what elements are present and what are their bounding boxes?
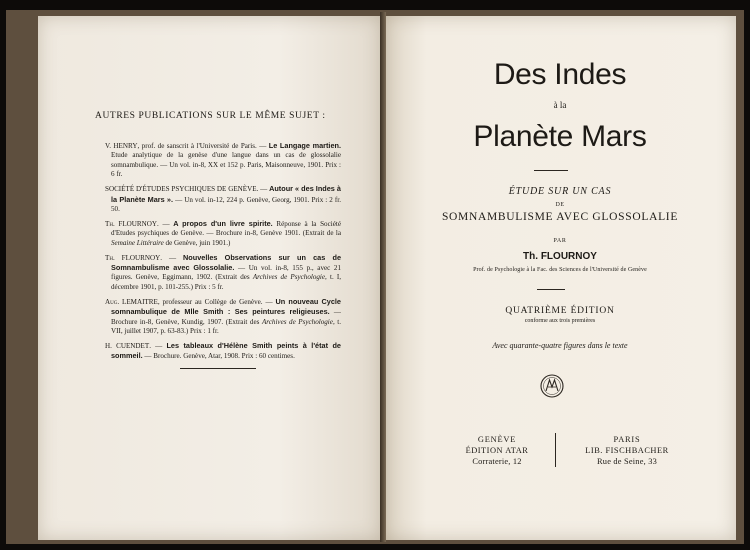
publication-author: Th. FLOURNOY — [105, 219, 158, 228]
imprint-geneva-city: GENÈVE — [477, 435, 517, 444]
publication-text: , professeur au Collège de Genève. — — [157, 297, 276, 306]
publisher-monogram-icon — [539, 373, 565, 399]
edition-note: conforme aux trois premières — [524, 318, 596, 324]
publication-journal: Semaine Littéraire — [111, 238, 164, 247]
closing-rule — [180, 368, 256, 369]
publication-title: Nouvelles Observations sur un cas de Somnambulisme avec Glossolalie. — [111, 252, 341, 272]
publication-title: Les tableaux d'Hélène Smith peints à l'état de sommeil. — [111, 340, 341, 361]
publication-entry — [105, 141, 341, 180]
publication-title: A propos d'un livre spirite. — [173, 218, 273, 228]
publication-text: . — — [149, 341, 167, 350]
publication-title: Le Langage martien. — [268, 141, 342, 150]
title-rule — [534, 170, 568, 171]
publication-entry — [105, 184, 341, 214]
publication-entry — [105, 341, 341, 362]
publication-text: , t. I, décembre 1901, p. 101-255.) Prix : 5 fr. — [111, 273, 342, 291]
imprint-geneva-publisher: ÉDITION ATAR — [465, 446, 529, 455]
publication-text: . — — [256, 185, 270, 194]
publication-text: . — — [157, 219, 174, 228]
title-line-1: Des Indes — [493, 58, 627, 91]
title-connector: à la — [553, 100, 567, 110]
publication-entry — [105, 253, 341, 293]
imprint-paris-city: PARIS — [613, 435, 641, 444]
imprint-geneva-address: Corraterie, 12 — [472, 457, 522, 466]
subtitle-line-2: SOMNAMBULISME AVEC GLOSSOLALIE — [441, 211, 679, 223]
publication-text: — Un vol. in-12, 224 p. Genève, Georg, 1901. Prix : 2 fr. 50. — [111, 195, 341, 213]
publication-author: Aug. LEMAITRE — [105, 297, 158, 306]
publication-text: — Un vol. in-8, 155 p., avec 21 figures. Genève, Eggimann, 1902. (Extrait des — [111, 263, 342, 282]
author-rule — [537, 289, 565, 290]
publication-title: Un nouveau Cycle somnambulique de Mlle Smith : Ses peintures religieuses. — [111, 296, 341, 317]
publication-title: Autour « des Indes à la Planète Mars ». — [111, 184, 341, 204]
publication-text: — Brochure in-8, Genève, Kundig, 1907. (Extrait des — [111, 308, 341, 326]
author-title: Prof. de Psychologie à la Fac. des Sciences de l'Université de Genève — [473, 267, 647, 273]
publications-list — [105, 141, 341, 366]
publication-author: H. CUENDET — [105, 341, 150, 350]
publication-journal: Archives de Psychologie — [261, 317, 333, 326]
imprint-paris-publisher: LIB. FISCHBACHER — [585, 446, 669, 455]
author-name: Th. FLOURNOY — [523, 251, 597, 262]
subtitle-de: DE — [555, 202, 565, 208]
title-line-2: Planète Mars — [473, 120, 647, 153]
edition-label: QUATRIÈME ÉDITION — [505, 306, 615, 316]
publication-journal: Archives de Psychologie — [252, 273, 326, 282]
imprint-geneva — [422, 434, 572, 467]
publication-entry — [105, 219, 341, 248]
publication-text: Réponse à la Société d'Etudes psychiques de Genève. — Brochure in-8, Genève 1901. (Extrait de la — [111, 219, 341, 238]
publication-author: Th. FLOURNOY — [105, 253, 161, 262]
publication-text: Etude analytique de la genèse d'une langue dans un cas de glossolalie somnambulique. — Un vol. in-8, XX et 152 p. Paris, Maisonneuve, 1901. Prix : 6 fr. — [111, 151, 341, 179]
publication-text: — Brochure. Genève, Atar, 1908. Prix : 60 centimes. — [142, 352, 295, 361]
publication-text: de Genève, juin 1901.) — [163, 238, 231, 247]
publication-text: , t. VII, juillet 1907, p. 63-83.) Prix : 1 fr. — [111, 317, 341, 335]
imprint-paris — [552, 434, 702, 467]
publications-heading: AUTRES PUBLICATIONS SUR LE MÊME SUJET : — [95, 111, 326, 121]
by-label: PAR — [553, 238, 567, 244]
imprint-paris-address: Rue de Seine, 33 — [597, 457, 657, 466]
publication-author: SOCIÉTÉ D'ÉTUDES PSYCHIQUES DE GENÈVE — [105, 185, 257, 194]
publication-text: . — — [160, 253, 184, 262]
figures-note: Avec quarante-quatre figures dans le texte — [492, 341, 628, 350]
publication-entry — [105, 297, 341, 337]
subtitle-line-1: ÉTUDE SUR UN CAS — [508, 186, 612, 197]
publication-author: V. HENRY — [105, 142, 138, 150]
publication-text: , prof. de sanscrit à l'Université de Paris. — — [137, 142, 269, 150]
